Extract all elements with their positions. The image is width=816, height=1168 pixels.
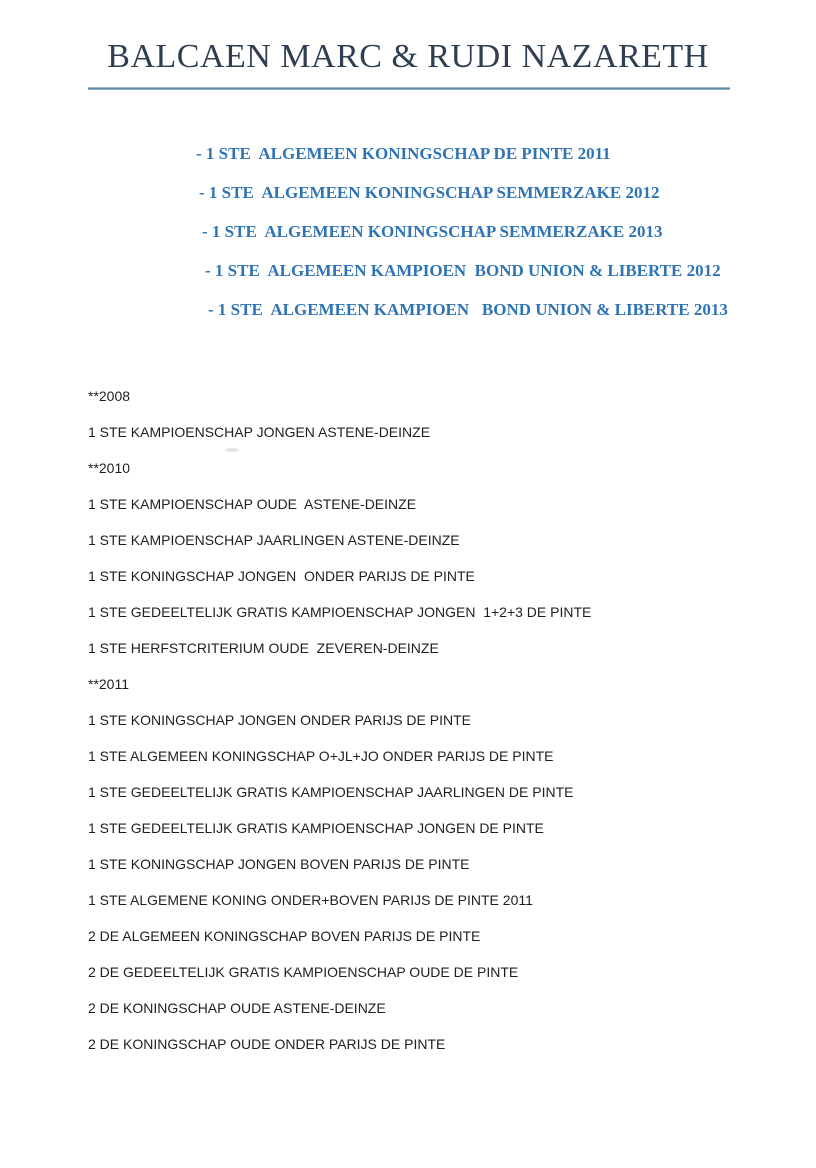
year-header: **2011 — [88, 676, 130, 692]
result-line: 1 STE GEDEELTELIJK GRATIS KAMPIOENSCHAP JONGEN 1+2+3 DE PINTE — [88, 604, 592, 620]
highlight-item: - 1 STE ALGEMEEN KONINGSCHAP SEMMERZAKE 2012 — [199, 183, 660, 202]
result-line: 1 STE ALGEMEEN KONINGSCHAP O+JL+JO ONDER PARIJS DE PINTE — [88, 748, 554, 764]
result-line: 1 STE GEDEELTELIJK GRATIS KAMPIOENSCHAP JAARLINGEN DE PINTE — [88, 784, 574, 800]
result-line: 1 STE KAMPIOENSCHAP JAARLINGEN ASTENE-DEINZE — [88, 532, 460, 548]
highlight-item: - 1 STE ALGEMEEN KONINGSCHAP DE PINTE 2011 — [196, 144, 611, 163]
result-line: 1 STE ALGEMENE KONING ONDER+BOVEN PARIJS DE PINTE 2011 — [88, 892, 533, 908]
title-underline — [88, 87, 730, 90]
result-line: 2 DE KONINGSCHAP OUDE ONDER PARIJS DE PINTE — [88, 1036, 446, 1052]
result-line: 1 STE KONINGSCHAP JONGEN ONDER PARIJS DE PINTE — [88, 712, 471, 728]
title-block — [0, 40, 816, 74]
result-line: 2 DE KONINGSCHAP OUDE ASTENE-DEINZE — [88, 1000, 386, 1016]
highlight-item: - 1 STE ALGEMEEN KAMPIOEN BOND UNION & LIBERTE 2012 — [205, 261, 721, 280]
year-header: **2008 — [88, 388, 131, 404]
scan-artifact — [225, 448, 239, 452]
result-line: 1 STE KONINGSCHAP JONGEN ONDER PARIJS DE PINTE — [88, 568, 475, 584]
result-line: 1 STE KAMPIOENSCHAP OUDE ASTENE-DEINZE — [88, 496, 417, 512]
result-line: 1 STE KAMPIOENSCHAP JONGEN ASTENE-DEINZE — [88, 424, 431, 440]
year-header: **2010 — [88, 460, 131, 476]
result-line: 1 STE GEDEELTELIJK GRATIS KAMPIOENSCHAP JONGEN DE PINTE — [88, 820, 544, 836]
document-title: BALCAEN MARC & RUDI NAZARETH — [107, 38, 709, 75]
result-line: 1 STE KONINGSCHAP JONGEN BOVEN PARIJS DE PINTE — [88, 856, 470, 872]
result-line: 2 DE ALGEMEEN KONINGSCHAP BOVEN PARIJS DE PINTE — [88, 928, 481, 944]
result-line: 1 STE HERFSTCRITERIUM OUDE ZEVEREN-DEINZE — [88, 640, 439, 656]
results-list — [88, 378, 591, 1062]
result-line: 2 DE GEDEELTELIJK GRATIS KAMPIOENSCHAP OUDE DE PINTE — [88, 964, 519, 980]
highlights-list — [196, 134, 728, 329]
highlight-item: - 1 STE ALGEMEEN KONINGSCHAP SEMMERZAKE 2013 — [202, 222, 663, 241]
highlight-item: - 1 STE ALGEMEEN KAMPIOEN BOND UNION & LIBERTE 2013 — [208, 300, 728, 319]
